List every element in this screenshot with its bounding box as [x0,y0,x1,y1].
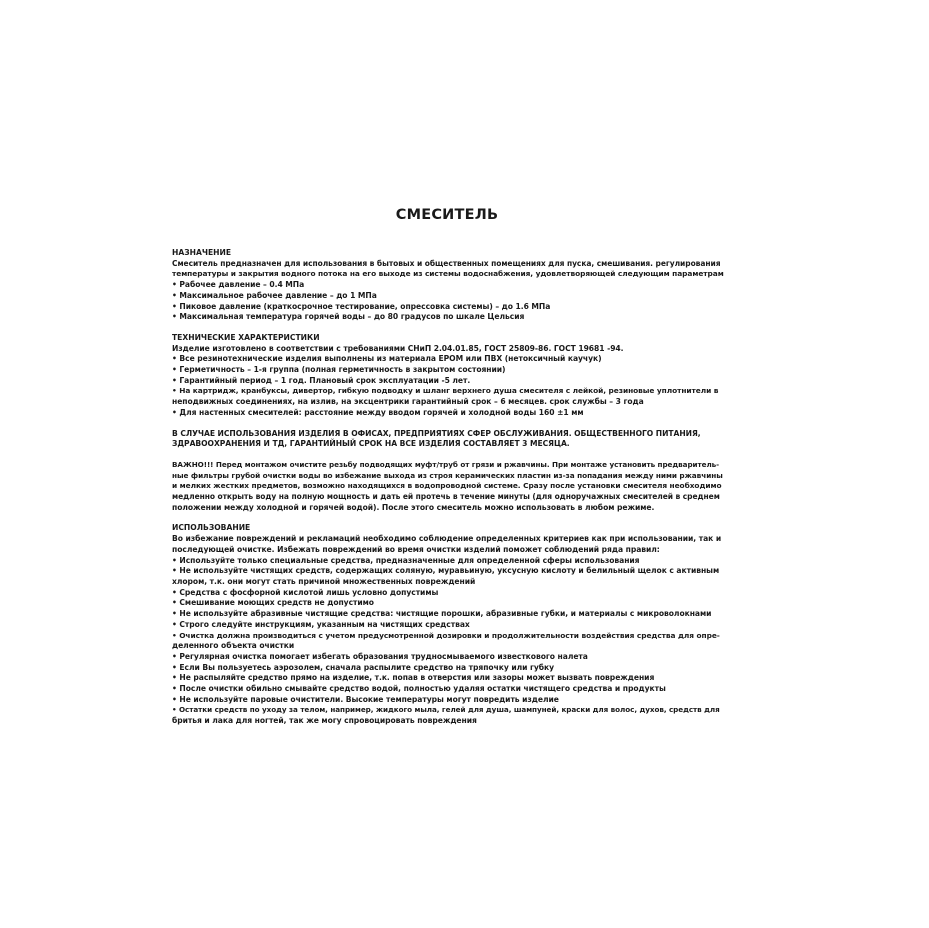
text-line: ВАЖНО!!! Перед монтажом очистите резьбу подводящих муфт/труб от грязи и ржавчины. При монтаже установить предваритель- [172,459,720,469]
text-line: • Регулярная очистка помогает избегать образования трудносмываемого известкового налета [172,651,588,661]
text-line: Изделие изготовлено в соответствии с требованиями СНиП 2.04.01.85, ГОСТ 25809-86. ГОСТ 19681 -94. [172,343,624,353]
text-line: В СЛУЧАЕ ИСПОЛЬЗОВАНИЯ ИЗДЕЛИЯ В ОФИСАХ, ПРЕДПРИЯТИЯХ СФЕР ОБСЛУЖИВАНИЯ. ОБЩЕСТВЕННОГО ПИТАНИЯ, [172,428,701,438]
text-line: • Максимальная температура горячей воды – до 80 градусов по шкале Цельсия [172,312,525,322]
section-heading: НАЗНАЧЕНИЕ [172,248,232,257]
text-line: неподвижных соединениях, на излив, на эксцентрики гарантийный срок – 6 месяцев. срок службы – 3 года [172,397,644,407]
text-line: медленно открыть воду на полную мощность и дать ей протечь в течение минуты (для одноручажных смесителей в среднем [172,492,720,502]
section-important [172,460,722,514]
text-line: • Герметичность – 1-я группа (полная герметичность в закрытом состоянии) [172,365,506,375]
text-line: • Если Вы пользуетесь аэрозолем, сначала распылите средство на тряпочку или губку [172,662,555,672]
section-heading: ИСПОЛЬЗОВАНИЕ [172,523,251,533]
text-line: • Для настенных смесителей: расстояние между вводом горячей и холодной воды 160 ±1 мм [172,407,584,417]
section-warranty-notice [172,429,722,450]
text-line: • Все резинотехнические изделия выполнены из материала EPOM или ПВХ (нетоксичный каучук) [172,354,602,364]
document-title: СМЕСИТЕЛЬ [395,207,499,223]
text-line: и мелких жестких предметов, возможно находящихся в водопроводной системе. Сразу после установки смесителя необходимо [172,481,722,491]
text-line: • Максимальное рабочее давление – до 1 МПа [172,290,377,300]
text-line: Смеситель предназначен для использования в бытовых и общественных помещениях для пуска, смешивания. регулирования [172,258,721,268]
text-line: • Строго следуйте инструкциям, указанным на чистящих средствах [172,619,470,629]
section-purpose [172,248,722,323]
text-line: ЗДРАВООХРАНЕНИЯ И ТД, ГАРАНТИЙНЫЙ СРОК НА ВСЕ ИЗДЕЛИЯ СОСТАВЛЯЕТ 3 МЕСЯЦА. [172,439,570,449]
text-line: ные фильтры грубой очистки воды во избежание выхода из строя керамических пластин из-за попадания между ними ржавчины [172,470,723,480]
text-line: • Гарантийный период – 1 год. Плановый срок эксплуатации -5 лет. [172,375,471,385]
text-line: положении между холодной и горячей водой). После этого смеситель можно использовать в любом режиме. [172,502,655,512]
text-line: последующей очистке. Избежать повреждений во время очистки изделий поможет соблюдений ряда правил: [172,544,660,554]
section-specifications [172,333,722,419]
section-heading: ТЕХНИЧЕСКИЕ ХАРАКТЕРИСТИКИ [172,332,320,342]
text-line: • Рабочее давление – 0.4 МПа [172,280,305,290]
text-line: • Не используйте чистящих средств, содержащих соляную, муравьиную, уксусную кислоту и белильный щелок с активным [172,566,720,576]
document-body [172,248,722,727]
text-line: температуры и закрытия водного потока на его выходе из системы водоснабжения, удовлетворяющей следующим параметрам [172,269,724,279]
text-line: • Используйте только специальные средства, предназначенные для определенной сферы использования [172,555,640,565]
text-line: бритья и лака для ногтей, так же могу спровоцировать повреждения [172,716,477,726]
text-line: • Смешивание моющих средств не допустимо [172,598,374,608]
text-line: • Очистка должна производиться с учетом предусмотренной дозировки и продолжительности воздействия средства для опре- [172,630,720,640]
text-line: • На картридж, кранбуксы, дивертор, гибкую подводку и шланг верхнего душа смесителя с лейкой, резиновые уплотнители в [172,386,719,396]
text-line: деленного объекта очистки [172,641,295,651]
text-line: • После очистки обильно смывайте средство водой, полностью удаляя остатки чистящего средства и продукты [172,684,666,694]
text-line: • Средства с фосфорной кислотой лишь условно допустимы [172,587,439,597]
text-line: • Не используйте паровые очистители. Высокие температуры могут повредить изделие [172,694,559,704]
text-line: • Остатки средств по уходу за телом, например, жидкого мыла, гелей для душа, шампуней, краски для волос, духов, средств для [172,705,720,715]
text-line: Во избежание повреждений и рекламаций необходимо соблюдение определенных критериев как при использовании, так и [172,534,722,544]
text-line: • Не распыляйте средство прямо на изделие, т.к. попав в отверстия или зазоры может вызвать повреждения [172,673,655,683]
section-usage [172,523,722,726]
text-line: хлором, т.к. они могут стать причиной множественных повреждений [172,576,476,586]
text-line: • Пиковое давление (краткосрочное тестирование, опрессовка системы) – до 1.6 МПа [172,301,551,311]
text-line: • Не используйте абразивные чистящие средства: чистящие порошки, абразивные губки, и материалы с микроволокнами [172,609,712,619]
document [172,204,722,737]
